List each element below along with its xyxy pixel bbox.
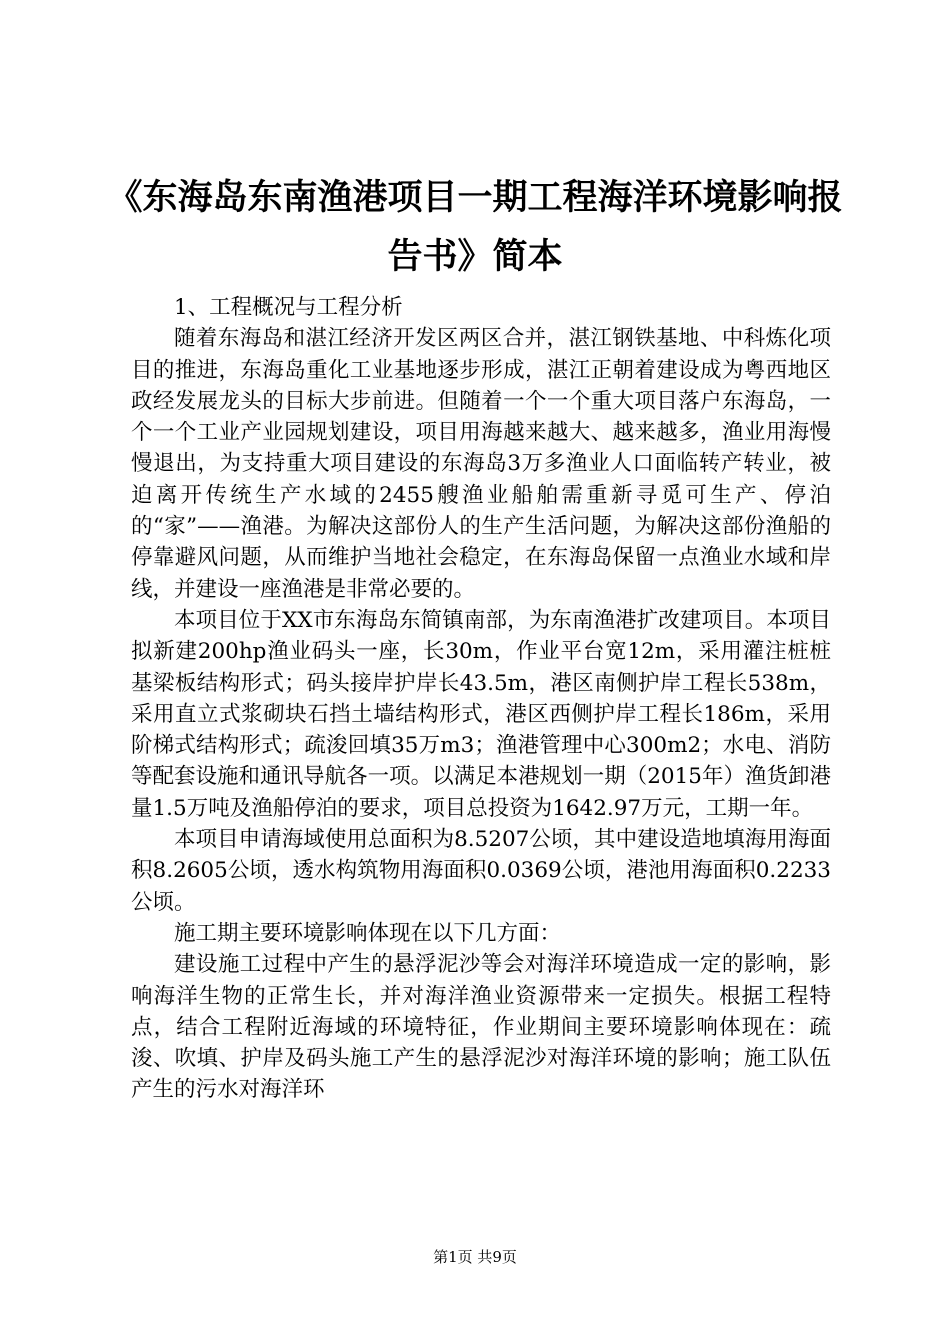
section-heading: 1、工程概况与工程分析 bbox=[174, 295, 403, 320]
body-paragraph: 建设施工过程中产生的悬浮泥沙等会对海洋环境造成一定的影响，影响海洋生物的正常生长，并对海洋渔业资源带来一定损失。根据工程特点，结合工程附近海域的环境特征，作业期间主要环境影响体现在：疏浚、吹填、护岸及码头施工产生的悬浮泥沙对海洋环境的影响；施工队伍产生的污水对海洋环 bbox=[131, 952, 831, 1103]
page-number-footer: 第1页 共9页 bbox=[433, 1248, 517, 1266]
body-paragraph: 本项目申请海域使用总面积为8.5207公顷，其中建设造地填海用海面积8.2605公顷，透水构筑物用海面积0.0369公顷，港池用海面积0.2233公顷。 bbox=[131, 827, 831, 915]
document-body bbox=[131, 292, 831, 1106]
body-paragraph: 施工期主要环境影响体现在以下几方面： bbox=[174, 920, 562, 946]
body-paragraph: 本项目位于XX市东海岛东简镇南部，为东南渔港扩改建项目。本项目拟新建200hp渔业码头一座，长30m，作业平台宽12m，采用灌注桩桩基梁板结构形式；码头接岸护岸长43.5m，港区南侧护岸工程长538m，采用直立式浆砌块石挡土墙结构形式，港区西侧护岸工程长186m，采用阶梯式结构形式；疏浚回填35万m3；渔港管理中心300m2；水电、消防等配套设施和通讯导航各一项。以满足本港规划一期（2015年）渔货卸港量1.5万吨及渔船停泊的要求，项目总投资为1642.97万元，工期一年。 bbox=[131, 607, 831, 821]
document-title: 《东海岛东南渔港项目一期工程海洋环境影响报告书》简本 bbox=[107, 177, 843, 277]
body-paragraph: 随着东海岛和湛江经济开发区两区合并，湛江钢铁基地、中科炼化项目的推进，东海岛重化工业基地逐步形成，湛江正朝着建设成为粤西地区政经发展龙头的目标大步前进。但随着一个一个重大项目落户东海岛，一个一个工业产业园规划建设，项目用海越来越大、越来越多，渔业用海慢慢退出，为支持重大项目建设的东海岛3万多渔业人口面临转产转业，被迫离开传统生产水域的2455艘渔业船舶需重新寻觅可生产、停泊的“家”——渔港。为解决这部份人的生产生活问题，为解决这部份渔船的停靠避风问题，从而维护当地社会稳定，在东海岛保留一点渔业水域和岸线，并建设一座渔港是非常必要的。 bbox=[131, 326, 831, 602]
